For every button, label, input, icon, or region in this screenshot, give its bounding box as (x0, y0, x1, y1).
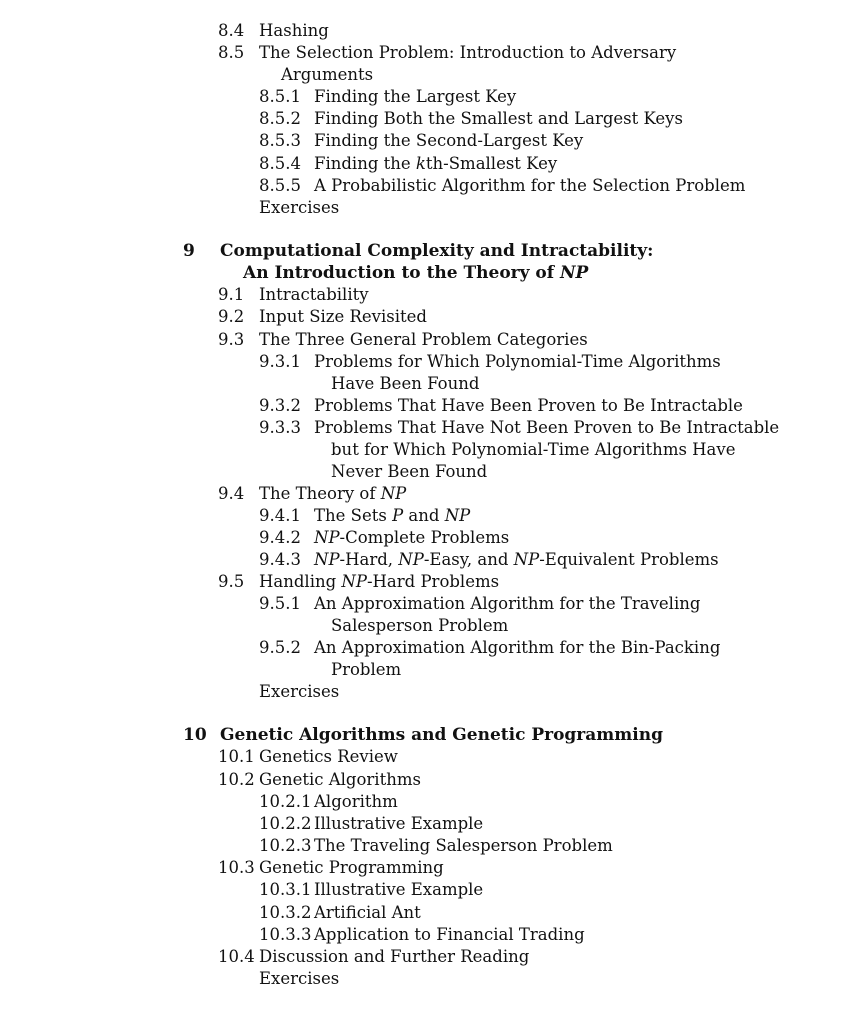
section-title-continued: Salesperson Problem (331, 615, 513, 637)
section-title: The Sets P and NP (314, 505, 475, 527)
section-title: Discussion and Further Reading (259, 946, 534, 968)
section-number: 9.5.2 (259, 638, 301, 657)
section-number: 9.2 (218, 307, 245, 326)
section-title: An Approximation Algorithm for the Bin-Packing (314, 637, 725, 659)
chapter-title-continued: An Introduction to the Theory of NP (243, 262, 593, 284)
section-title-continued: Have Been Found (331, 373, 484, 395)
section-number: 10.2.2 (259, 814, 312, 833)
section-title: The Selection Problem: Introduction to Adversary (259, 42, 681, 64)
section-number: 9.4.2 (259, 528, 301, 547)
section-number: 9.1 (218, 285, 245, 304)
section-number: 8.5.3 (259, 131, 301, 150)
section-number: 8.5.2 (259, 109, 301, 128)
section-number: 9.4.3 (259, 550, 301, 569)
chapter-number: 9 (183, 241, 195, 261)
section-number: 9.4 (218, 484, 245, 503)
section-title: NP-Complete Problems (314, 527, 514, 549)
section-title: Problems for Which Polynomial-Time Algorithms (314, 351, 726, 373)
section-title: Exercises (259, 681, 344, 703)
section-number: 9.3 (218, 330, 245, 349)
section-title: Finding the Largest Key (314, 86, 521, 108)
section-title: The Traveling Salesperson Problem (314, 835, 618, 857)
section-title: An Approximation Algorithm for the Traveling (314, 593, 705, 615)
section-number: 9.5 (218, 572, 245, 591)
chapter-title: Computational Complexity and Intractability: (220, 240, 658, 262)
section-title-continued: Arguments (281, 64, 378, 86)
section-number: 9.3.3 (259, 418, 301, 437)
section-title: Finding the kth-Smallest Key (314, 153, 562, 175)
section-number: 10.2 (218, 770, 255, 789)
section-number: 9.3.2 (259, 396, 301, 415)
section-title: Application to Financial Trading (314, 924, 590, 946)
section-number: 10.3.1 (259, 880, 312, 899)
section-number: 8.5 (218, 43, 245, 62)
section-title-continued: Problem (331, 659, 406, 681)
section-number: 10.2.3 (259, 836, 312, 855)
section-number: 10.3 (218, 858, 255, 877)
section-title: Illustrative Example (314, 813, 488, 835)
section-number: 10.4 (218, 947, 255, 966)
section-title: Exercises (259, 197, 344, 219)
section-title: Handling NP-Hard Problems (259, 571, 504, 593)
section-title: Finding Both the Smallest and Largest Keys (314, 108, 688, 130)
section-title: Problems That Have Been Proven to Be Intractable (314, 395, 748, 417)
section-title-continued: Never Been Found (331, 461, 492, 483)
chapter-number: 10 (183, 725, 207, 745)
section-title: Input Size Revisited (259, 306, 432, 328)
section-number: 8.4 (218, 21, 245, 40)
section-number: 8.5.1 (259, 87, 301, 106)
section-title: Genetics Review (259, 746, 403, 768)
section-title: Intractability (259, 284, 374, 306)
section-title: NP-Hard, NP-Easy, and NP-Equivalent Problems (314, 549, 724, 571)
section-number: 10.3.3 (259, 925, 312, 944)
section-number: 10.3.2 (259, 903, 312, 922)
section-title: Illustrative Example (314, 879, 488, 901)
section-title: The Theory of NP (259, 483, 411, 505)
section-title: Artificial Ant (314, 902, 426, 924)
section-title: A Probabilistic Algorithm for the Selection Problem (314, 175, 750, 197)
section-number: 10.1 (218, 747, 255, 766)
section-number: 9.5.1 (259, 594, 301, 613)
section-title: Exercises (259, 968, 344, 990)
section-title-continued: but for Which Polynomial-Time Algorithms Have (331, 439, 740, 461)
section-title: The Three General Problem Categories (259, 329, 593, 351)
section-title: Hashing (259, 20, 334, 42)
section-title: Genetic Programming (259, 857, 449, 879)
section-number: 9.4.1 (259, 506, 301, 525)
section-number: 9.3.1 (259, 352, 301, 371)
section-number: 8.5.4 (259, 154, 301, 173)
section-number: 10.2.1 (259, 792, 312, 811)
section-number: 8.5.5 (259, 176, 301, 195)
section-title: Problems That Have Not Been Proven to Be Intractable (314, 417, 784, 439)
section-title: Algorithm (314, 791, 403, 813)
section-title: Finding the Second-Largest Key (314, 130, 588, 152)
section-title: Genetic Algorithms (259, 769, 426, 791)
chapter-title: Genetic Algorithms and Genetic Programming (220, 724, 668, 746)
